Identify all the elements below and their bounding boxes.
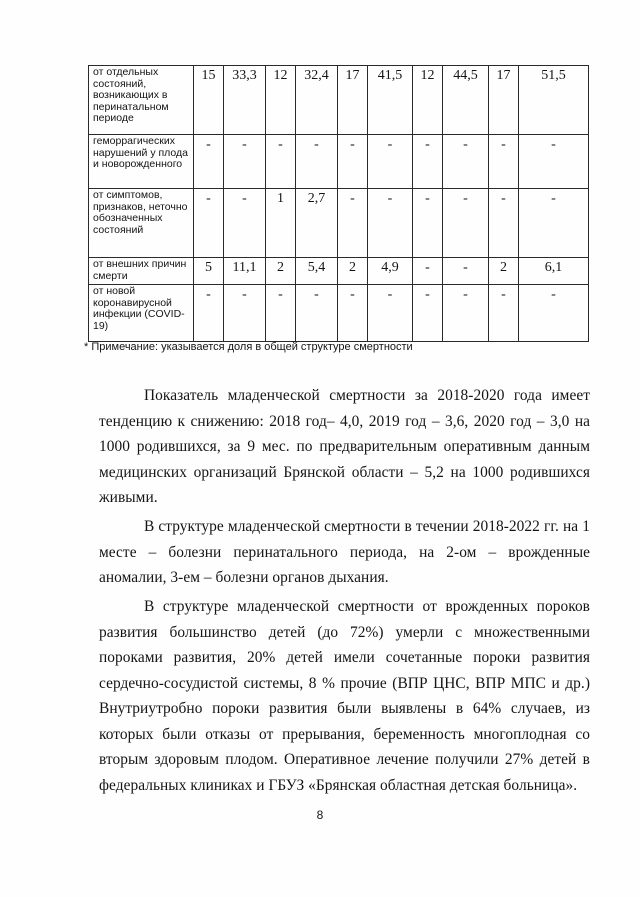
table-cell: 12 (413, 66, 443, 135)
paragraph-congenital-defects (99, 594, 590, 798)
table-cell: 2 (266, 258, 296, 285)
table-cell: - (443, 258, 489, 285)
table-cell: - (224, 285, 266, 342)
table-cell: 11,1 (224, 258, 266, 285)
table-cell: 32,4 (296, 66, 338, 135)
table-cell: 51,5 (519, 66, 589, 135)
table-cell: 5 (194, 258, 224, 285)
table-row (89, 135, 589, 189)
table-cell: - (368, 135, 413, 189)
table-cell: 44,5 (443, 66, 489, 135)
table-row (89, 258, 589, 285)
paragraph-text: Показатель младенческой смертности за 2018-2020 года имеет тенденцию к снижению: 2018 год– 4,0, 2019 год – 3,6, 2020 год – 3,0 на 1000 родившихся, за 9 мес. по предварительным оперативным данным медицинских организаций Брянской области – 5,2 на 1000 родившихся живыми. (99, 387, 590, 506)
table-cell: - (443, 285, 489, 342)
table-cell: - (224, 189, 266, 258)
table-cell: 2,7 (296, 189, 338, 258)
table-row (89, 189, 589, 258)
table-cell: - (489, 285, 519, 342)
paragraph-text: В структуре младенческой смертности от врожденных пороков развития большинство детей (до 72%) умерли с множественными пороками развития, 20% детей имели сочетанные пороки развития сердечно-сосудистой системы, 8 % прочие (ВПР ЦНС, ВПР МПС и др.) Внутриутробно пороки развития были выявлены в 64% случаев, из которых были отказы от прерывания, беременность многоплодная со вторым здоровым плодом. Оперативное лечение получили 27% детей в федеральных клиниках и ГБУЗ «Брянская областная детская больница». (99, 598, 590, 794)
table-cell: 17 (489, 66, 519, 135)
table-cell: - (443, 135, 489, 189)
table-row (89, 285, 589, 342)
table-cell: - (266, 135, 296, 189)
paragraph-mortality-structure (99, 514, 590, 591)
table-cell: - (413, 135, 443, 189)
table-cell: 2 (338, 258, 368, 285)
table-cell: - (489, 189, 519, 258)
paragraph-infant-mortality-rate (99, 383, 590, 511)
table-cell: - (368, 285, 413, 342)
table-cell: - (224, 135, 266, 189)
table-cell: - (413, 258, 443, 285)
table-cell: - (194, 285, 224, 342)
table-cell: 15 (194, 66, 224, 135)
table-cell: - (489, 135, 519, 189)
table-cell: 33,3 (224, 66, 266, 135)
table-cell: - (338, 135, 368, 189)
table-cell: - (266, 285, 296, 342)
table-cell: - (413, 189, 443, 258)
table-cell: 17 (338, 66, 368, 135)
table-cell: - (519, 285, 589, 342)
row-label: от внешних причин смерти (89, 258, 194, 285)
table-cell: - (519, 135, 589, 189)
row-label: от симптомов, признаков, неточно обозначенных состояний (89, 189, 194, 258)
table-cell: - (338, 285, 368, 342)
page-number: 8 (316, 808, 324, 822)
table-cell: 5,4 (296, 258, 338, 285)
table-cell: - (368, 189, 413, 258)
table-cell: - (413, 285, 443, 342)
table-cell: - (194, 135, 224, 189)
table-cell: - (443, 189, 489, 258)
row-label: от новой коронавирусной инфекции (COVID-19) (89, 285, 194, 342)
table-cell: - (519, 189, 589, 258)
table-cell: - (194, 189, 224, 258)
table-cell: 4,9 (368, 258, 413, 285)
table-cell: 2 (489, 258, 519, 285)
row-label: от отдельных состояний, возникающих в перинатальном периоде (89, 66, 194, 135)
table-cell: 12 (266, 66, 296, 135)
paragraph-text: В структуре младенческой смертности в течении 2018-2022 гг. на 1 месте – болезни перинатального периода, на 2-ом – врожденные аномалии, 3-ем – болезни органов дыхания. (99, 518, 590, 586)
table-cell: 6,1 (519, 258, 589, 285)
table-footnote: * Примечание: указывается доля в общей структуре смертности (84, 341, 413, 353)
table-body (89, 66, 589, 342)
row-label: геморрагических нарушений у плода и новорожденного (89, 135, 194, 189)
table-cell: 1 (266, 189, 296, 258)
table-row (89, 66, 589, 135)
table-cell: - (296, 135, 338, 189)
table-cell: - (338, 189, 368, 258)
table-cell: 41,5 (368, 66, 413, 135)
table-cell: - (296, 285, 338, 342)
mortality-causes-table (88, 65, 589, 342)
